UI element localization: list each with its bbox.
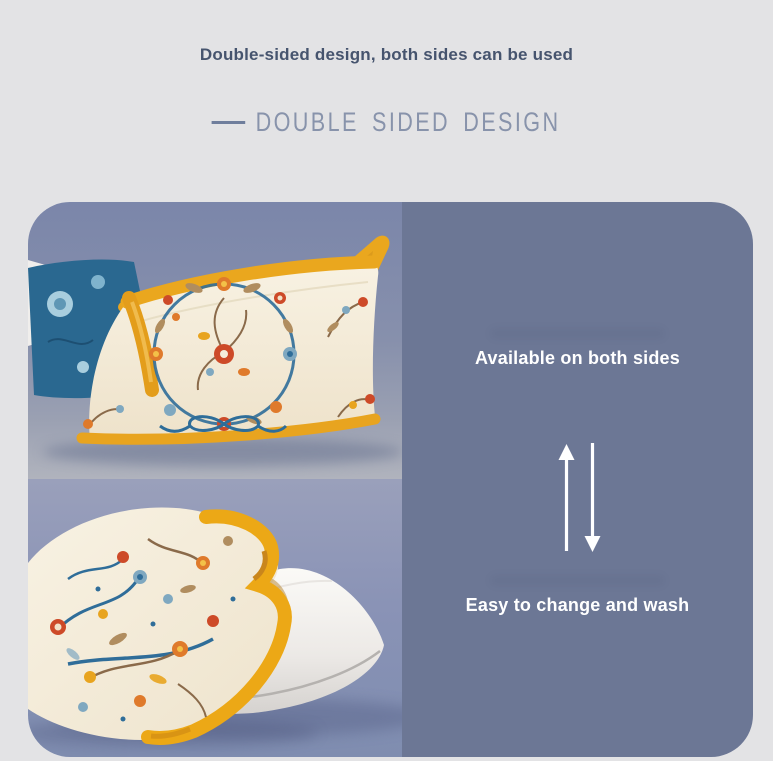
pillow-front-photo <box>28 202 402 479</box>
ghost-text-remnant <box>490 575 666 586</box>
title-dash-line <box>212 121 246 124</box>
section-title-text: DOUBLE SIDED DESIGN <box>256 107 561 137</box>
pillow-front-illustration <box>28 202 402 479</box>
feature-text-bottom: Easy to change and wash <box>465 595 690 615</box>
section-title <box>0 95 773 136</box>
up-down-arrows <box>546 443 610 553</box>
swap-arrows-icon <box>402 443 753 553</box>
pillow-open-photo <box>28 479 402 757</box>
feature-text-top: Available on both sides <box>475 348 680 368</box>
down-arrow-icon <box>584 443 600 552</box>
ghost-text-remnant <box>490 328 666 339</box>
feature-panel <box>28 202 753 757</box>
pillow-open-illustration <box>28 479 402 757</box>
feature-info-panel <box>402 202 753 757</box>
product-photos <box>28 202 402 757</box>
up-arrow-icon <box>558 444 574 551</box>
section-subtitle: Double-sided design, both sides can be used <box>199 45 574 64</box>
